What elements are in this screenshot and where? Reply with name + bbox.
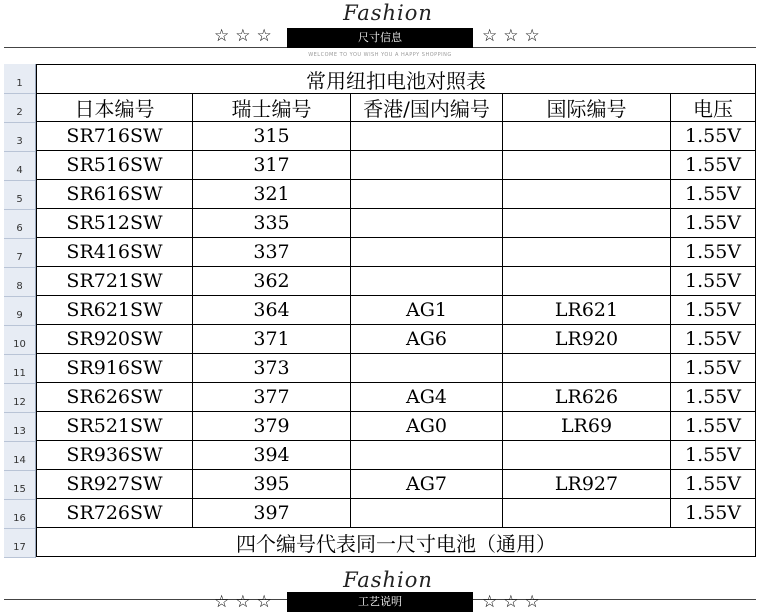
row-number[interactable]: 4 — [4, 152, 35, 181]
swiss-code-cell[interactable]: 394 — [192, 441, 350, 469]
swiss-code-cell[interactable]: 321 — [192, 180, 350, 208]
voltage-cell[interactable]: 1.55V — [670, 122, 756, 150]
swiss-code-cell[interactable]: 397 — [192, 499, 350, 527]
voltage-cell[interactable]: 1.55V — [670, 325, 756, 353]
japan-code-cell[interactable]: SR516SW — [36, 151, 192, 179]
voltage-cell[interactable]: 1.55V — [670, 180, 756, 208]
welcome-subtitle: WELCOME TO YOU WISH YOU A HAPPY SHOPPING — [308, 52, 452, 58]
hk-cn-code-cell[interactable] — [350, 209, 502, 237]
japan-code-cell[interactable]: SR616SW — [36, 180, 192, 208]
japan-code-cell[interactable]: SR916SW — [36, 354, 192, 382]
intl-code-cell[interactable]: LR621 — [502, 296, 670, 324]
title-row — [36, 64, 756, 94]
table-row — [36, 267, 756, 296]
fashion-script-title: Fashion — [343, 568, 433, 592]
hk-cn-code-cell[interactable] — [350, 151, 502, 179]
swiss-code-cell[interactable]: 371 — [192, 325, 350, 353]
hk-cn-code-cell[interactable]: AG0 — [350, 412, 502, 440]
japan-code-cell[interactable]: SR626SW — [36, 383, 192, 411]
japan-code-cell[interactable]: SR521SW — [36, 412, 192, 440]
section-label: 尺寸信息 — [287, 28, 473, 48]
intl-code-cell[interactable] — [502, 354, 670, 382]
column-header[interactable]: 国际编号 — [502, 93, 670, 121]
table-row — [36, 383, 756, 412]
table-row — [36, 296, 756, 325]
row-number[interactable]: 2 — [4, 94, 35, 123]
swiss-code-cell[interactable]: 317 — [192, 151, 350, 179]
footer-row — [36, 528, 756, 557]
row-number-column — [4, 64, 36, 558]
japan-code-cell[interactable]: SR721SW — [36, 267, 192, 295]
table-row — [36, 151, 756, 180]
row-number[interactable]: 16 — [4, 500, 35, 529]
table-row — [36, 441, 756, 470]
table-row — [36, 499, 756, 528]
intl-code-cell[interactable]: LR927 — [502, 470, 670, 498]
japan-code-cell[interactable]: SR716SW — [36, 122, 192, 150]
table-row — [36, 209, 756, 238]
intl-code-cell[interactable]: LR626 — [502, 383, 670, 411]
voltage-cell[interactable]: 1.55V — [670, 267, 756, 295]
star-icons-left: ☆☆☆ — [214, 592, 278, 612]
intl-code-cell[interactable] — [502, 238, 670, 266]
hk-cn-code-cell[interactable] — [350, 267, 502, 295]
swiss-code-cell[interactable]: 362 — [192, 267, 350, 295]
hk-cn-code-cell[interactable] — [350, 354, 502, 382]
row-number[interactable]: 8 — [4, 268, 35, 297]
voltage-cell[interactable]: 1.55V — [670, 470, 756, 498]
table-row — [36, 354, 756, 383]
hk-cn-code-cell[interactable]: AG7 — [350, 470, 502, 498]
voltage-cell[interactable]: 1.55V — [670, 412, 756, 440]
row-number[interactable]: 14 — [4, 442, 35, 471]
intl-code-cell[interactable] — [502, 499, 670, 527]
hk-cn-code-cell[interactable] — [350, 499, 502, 527]
swiss-code-cell[interactable]: 315 — [192, 122, 350, 150]
row-number[interactable]: 13 — [4, 413, 35, 442]
row-number[interactable]: 5 — [4, 181, 35, 210]
row-number[interactable]: 3 — [4, 123, 35, 152]
bottom-banner — [0, 566, 776, 611]
swiss-code-cell[interactable]: 364 — [192, 296, 350, 324]
star-icons-right: ☆☆☆ — [482, 592, 546, 612]
row-number[interactable]: 1 — [4, 65, 35, 94]
voltage-cell[interactable]: 1.55V — [670, 238, 756, 266]
intl-code-cell[interactable] — [502, 180, 670, 208]
voltage-cell[interactable]: 1.55V — [670, 151, 756, 179]
row-number[interactable]: 15 — [4, 471, 35, 500]
intl-code-cell[interactable] — [502, 151, 670, 179]
row-number[interactable]: 17 — [4, 529, 35, 558]
hk-cn-code-cell[interactable] — [350, 238, 502, 266]
row-number[interactable]: 6 — [4, 210, 35, 239]
voltage-cell[interactable]: 1.55V — [670, 499, 756, 527]
row-number[interactable]: 10 — [4, 326, 35, 355]
hk-cn-code-cell[interactable] — [350, 441, 502, 469]
hk-cn-code-cell[interactable]: AG1 — [350, 296, 502, 324]
japan-code-cell[interactable]: SR621SW — [36, 296, 192, 324]
fashion-script-title: Fashion — [343, 1, 433, 25]
swiss-code-cell[interactable]: 379 — [192, 412, 350, 440]
table-row — [36, 470, 756, 499]
hk-cn-code-cell[interactable]: AG4 — [350, 383, 502, 411]
hk-cn-code-cell[interactable] — [350, 180, 502, 208]
section-label: 工艺说明 — [287, 592, 473, 612]
column-header[interactable]: 电压 — [670, 93, 756, 121]
intl-code-cell[interactable] — [502, 441, 670, 469]
swiss-code-cell[interactable]: 373 — [192, 354, 350, 382]
intl-code-cell[interactable] — [502, 122, 670, 150]
voltage-cell[interactable]: 1.55V — [670, 383, 756, 411]
row-number[interactable]: 7 — [4, 239, 35, 268]
table-row — [36, 180, 756, 209]
table-row — [36, 238, 756, 267]
top-banner — [0, 0, 776, 60]
row-number[interactable]: 9 — [4, 297, 35, 326]
star-icons-left: ☆☆☆ — [214, 26, 278, 46]
hk-cn-code-cell[interactable] — [350, 122, 502, 150]
intl-code-cell[interactable] — [502, 209, 670, 237]
voltage-cell[interactable]: 1.55V — [670, 441, 756, 469]
swiss-code-cell[interactable]: 337 — [192, 238, 350, 266]
voltage-cell[interactable]: 1.55V — [670, 296, 756, 324]
column-header[interactable]: 日本编号 — [36, 93, 192, 121]
row-number[interactable]: 11 — [4, 355, 35, 384]
japan-code-cell[interactable]: SR512SW — [36, 209, 192, 237]
hk-cn-code-cell[interactable]: AG6 — [350, 325, 502, 353]
japan-code-cell[interactable]: SR927SW — [36, 470, 192, 498]
intl-code-cell[interactable]: LR920 — [502, 325, 670, 353]
column-header[interactable]: 香港/国内编号 — [350, 93, 502, 121]
table-title[interactable]: 常用纽扣电池对照表 — [36, 65, 756, 93]
japan-code-cell[interactable]: SR726SW — [36, 499, 192, 527]
japan-code-cell[interactable]: SR416SW — [36, 238, 192, 266]
table-row — [36, 325, 756, 354]
swiss-code-cell[interactable]: 395 — [192, 470, 350, 498]
row-number[interactable]: 12 — [4, 384, 35, 413]
japan-code-cell[interactable]: SR920SW — [36, 325, 192, 353]
star-icons-right: ☆☆☆ — [482, 26, 546, 46]
column-header[interactable]: 瑞士编号 — [192, 93, 350, 121]
voltage-cell[interactable]: 1.55V — [670, 354, 756, 382]
swiss-code-cell[interactable]: 377 — [192, 383, 350, 411]
japan-code-cell[interactable]: SR936SW — [36, 441, 192, 469]
table-row — [36, 122, 756, 151]
voltage-cell[interactable]: 1.55V — [670, 209, 756, 237]
battery-spreadsheet — [4, 64, 752, 560]
intl-code-cell[interactable] — [502, 267, 670, 295]
header-row — [36, 93, 756, 122]
swiss-code-cell[interactable]: 335 — [192, 209, 350, 237]
table-footer-note[interactable]: 四个编号代表同一尺寸电池（通用） — [36, 528, 756, 556]
table-row — [36, 412, 756, 441]
intl-code-cell[interactable]: LR69 — [502, 412, 670, 440]
